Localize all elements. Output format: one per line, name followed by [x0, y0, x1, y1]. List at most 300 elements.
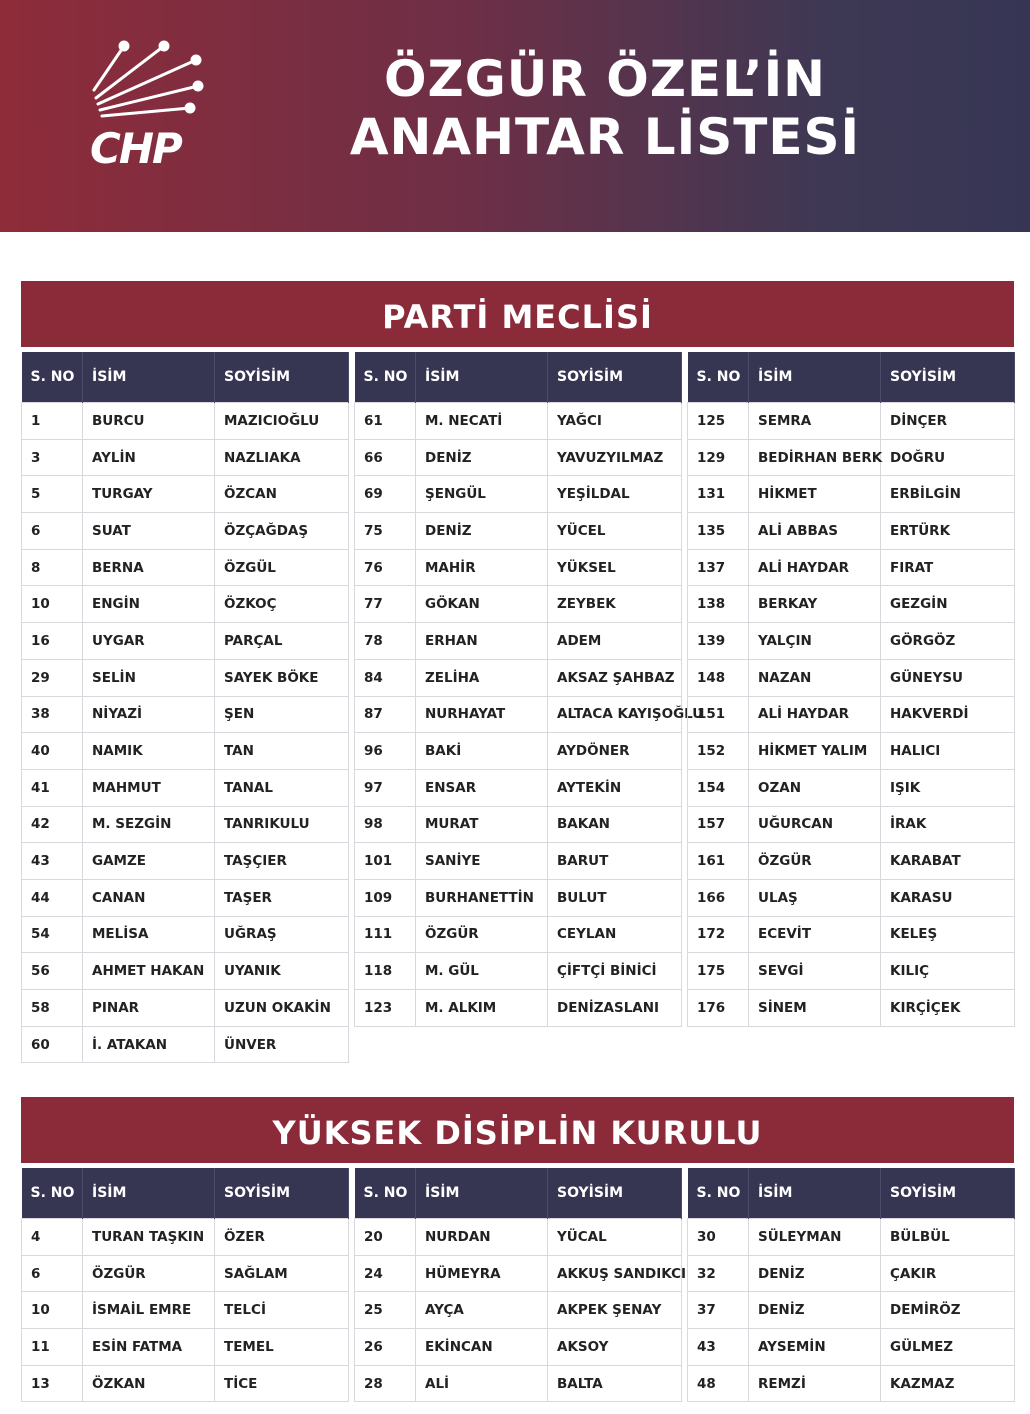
member-number: 131	[688, 476, 749, 513]
member-surname: DİNÇER	[881, 403, 1015, 440]
member-name: ALİ HAYDAR	[749, 696, 881, 733]
member-number: 16	[22, 623, 83, 660]
yuksek-disiplin-table-3	[687, 1168, 1014, 1402]
member-surname: ÖZCAN	[215, 476, 349, 513]
member-surname: SAĞLAM	[215, 1255, 349, 1292]
member-surname: TAŞÇIER	[215, 843, 349, 880]
table-row	[355, 403, 682, 440]
member-name: NAZAN	[749, 659, 881, 696]
member-name: MAHMUT	[83, 769, 215, 806]
section-title-yuksek-disiplin: YÜKSEK DİSİPLİN KURULU	[21, 1097, 1014, 1163]
member-surname: ÇİFTÇİ BİNİCİ	[548, 953, 682, 990]
member-name: ALİ	[416, 1365, 548, 1402]
member-number: 11	[22, 1329, 83, 1366]
member-surname: ÖZÇAĞDAŞ	[215, 513, 349, 550]
table-row	[22, 916, 349, 953]
member-name: MAHİR	[416, 549, 548, 586]
member-name: TURGAY	[83, 476, 215, 513]
table-row	[355, 879, 682, 916]
table-row	[22, 1292, 349, 1329]
member-name: ALİ HAYDAR	[749, 549, 881, 586]
column-header-no: S. NO	[355, 1168, 416, 1219]
member-number: 30	[688, 1219, 749, 1256]
member-surname: TEMEL	[215, 1329, 349, 1366]
table-row	[688, 916, 1015, 953]
member-surname: YÜKSEL	[548, 549, 682, 586]
member-name: M. ALKIM	[416, 990, 548, 1027]
column-header-surname: SOYİSİM	[881, 352, 1015, 403]
table-row	[688, 623, 1015, 660]
page-title-line-2: ANAHTAR LİSTESİ	[349, 108, 861, 166]
member-name: ÖZKAN	[83, 1365, 215, 1402]
table-row	[688, 733, 1015, 770]
member-name: GAMZE	[83, 843, 215, 880]
table-row	[22, 403, 349, 440]
table-row	[355, 806, 682, 843]
table-row	[688, 769, 1015, 806]
member-name: AYLİN	[83, 439, 215, 476]
table-row	[22, 953, 349, 990]
member-number: 48	[688, 1365, 749, 1402]
parti-meclisi-table-3	[687, 352, 1014, 1027]
member-surname: HAKVERDİ	[881, 696, 1015, 733]
column-header-name: İSİM	[416, 1168, 548, 1219]
member-surname: NAZLIAKA	[215, 439, 349, 476]
column-header-no: S. NO	[355, 352, 416, 403]
member-surname: TANRIKULU	[215, 806, 349, 843]
chp-logo-text: CHP	[90, 124, 181, 173]
member-surname: FIRAT	[881, 549, 1015, 586]
member-name: YALÇIN	[749, 623, 881, 660]
table-row	[22, 513, 349, 550]
table-row	[22, 549, 349, 586]
member-name: ZELİHA	[416, 659, 548, 696]
table-row	[355, 696, 682, 733]
member-surname: KIRÇİÇEK	[881, 990, 1015, 1027]
member-surname: BARUT	[548, 843, 682, 880]
member-name: ÖZGÜR	[83, 1255, 215, 1292]
member-surname: MAZICIOĞLU	[215, 403, 349, 440]
member-name: NİYAZİ	[83, 696, 215, 733]
column-header-name: İSİM	[749, 352, 881, 403]
member-surname: AYDÖNER	[548, 733, 682, 770]
table-header-row	[688, 1168, 1015, 1219]
table-row	[688, 439, 1015, 476]
column-header-no: S. NO	[22, 352, 83, 403]
member-surname: ZEYBEK	[548, 586, 682, 623]
table-row	[688, 1292, 1015, 1329]
member-number: 166	[688, 879, 749, 916]
member-number: 161	[688, 843, 749, 880]
table-header-row	[22, 352, 349, 403]
member-surname: TAŞER	[215, 879, 349, 916]
column-header-no: S. NO	[688, 352, 749, 403]
table-row	[688, 476, 1015, 513]
member-name: UĞURCAN	[749, 806, 881, 843]
member-number: 69	[355, 476, 416, 513]
member-name: REMZİ	[749, 1365, 881, 1402]
member-surname: TANAL	[215, 769, 349, 806]
member-surname: UZUN OKAKİN	[215, 990, 349, 1027]
member-number: 176	[688, 990, 749, 1027]
member-name: OZAN	[749, 769, 881, 806]
member-name: NURDAN	[416, 1219, 548, 1256]
member-number: 172	[688, 916, 749, 953]
member-name: BURHANETTİN	[416, 879, 548, 916]
page-title-line-1: ÖZGÜR ÖZEL’İN	[383, 50, 827, 108]
table-row	[355, 1329, 682, 1366]
table-row	[22, 733, 349, 770]
member-name: ENSAR	[416, 769, 548, 806]
member-surname: YAVUZYILMAZ	[548, 439, 682, 476]
member-surname: ÖZER	[215, 1219, 349, 1256]
member-name: SEVGİ	[749, 953, 881, 990]
member-number: 4	[22, 1219, 83, 1256]
table-row	[688, 990, 1015, 1027]
column-header-no: S. NO	[688, 1168, 749, 1219]
member-name: ULAŞ	[749, 879, 881, 916]
yuksek-disiplin-table-2	[354, 1168, 687, 1402]
member-name: SİNEM	[749, 990, 881, 1027]
member-name: M. GÜL	[416, 953, 548, 990]
member-number: 111	[355, 916, 416, 953]
member-name: TURAN TAŞKIN	[83, 1219, 215, 1256]
column-header-surname: SOYİSİM	[548, 1168, 682, 1219]
member-surname: BAKAN	[548, 806, 682, 843]
member-surname: ERBİLGİN	[881, 476, 1015, 513]
member-name: HÜMEYRA	[416, 1255, 548, 1292]
parti-meclisi-table-2	[354, 352, 704, 1027]
member-name: PINAR	[83, 990, 215, 1027]
member-number: 97	[355, 769, 416, 806]
table-row	[22, 843, 349, 880]
table-row	[22, 806, 349, 843]
member-name: BAKİ	[416, 733, 548, 770]
table-row	[22, 696, 349, 733]
member-name: SANİYE	[416, 843, 548, 880]
member-surname: GEZGİN	[881, 586, 1015, 623]
member-surname: UĞRAŞ	[215, 916, 349, 953]
member-surname: AKPEK ŞENAY	[548, 1292, 682, 1329]
column-header-name: İSİM	[83, 1168, 215, 1219]
member-number: 38	[22, 696, 83, 733]
member-name: MURAT	[416, 806, 548, 843]
member-name: M. NECATİ	[416, 403, 548, 440]
member-number: 40	[22, 733, 83, 770]
member-name: SUAT	[83, 513, 215, 550]
member-name: ECEVİT	[749, 916, 881, 953]
member-number: 78	[355, 623, 416, 660]
member-number: 152	[688, 733, 749, 770]
member-surname: AKKUŞ SANDIKCI	[548, 1255, 682, 1292]
parti-meclisi-table-1	[21, 352, 348, 1063]
table-row	[355, 1255, 682, 1292]
member-name: NURHAYAT	[416, 696, 548, 733]
member-surname: HALICI	[881, 733, 1015, 770]
column-header-name: İSİM	[749, 1168, 881, 1219]
member-number: 13	[22, 1365, 83, 1402]
member-number: 96	[355, 733, 416, 770]
member-number: 84	[355, 659, 416, 696]
table-row	[688, 1329, 1015, 1366]
member-surname: YÜCAL	[548, 1219, 682, 1256]
member-surname: ÖZKOÇ	[215, 586, 349, 623]
member-surname: DENİZASLANI	[548, 990, 682, 1027]
member-surname: BÜLBÜL	[881, 1219, 1015, 1256]
member-surname: ADEM	[548, 623, 682, 660]
member-surname: PARÇAL	[215, 623, 349, 660]
column-header-surname: SOYİSİM	[548, 352, 682, 403]
member-number: 6	[22, 1255, 83, 1292]
member-name: SEMRA	[749, 403, 881, 440]
column-header-no: S. NO	[22, 1168, 83, 1219]
member-surname: UYANIK	[215, 953, 349, 990]
column-header-surname: SOYİSİM	[215, 352, 349, 403]
table-row	[355, 990, 682, 1027]
table-row	[355, 733, 682, 770]
table-row	[22, 586, 349, 623]
member-name: ALİ ABBAS	[749, 513, 881, 550]
member-name: İSMAİL EMRE	[83, 1292, 215, 1329]
member-table	[21, 352, 349, 1063]
member-number: 32	[688, 1255, 749, 1292]
member-surname: ŞEN	[215, 696, 349, 733]
table-row	[355, 513, 682, 550]
member-name: HİKMET	[749, 476, 881, 513]
member-surname: KELEŞ	[881, 916, 1015, 953]
member-table	[687, 1168, 1015, 1402]
member-name: DENİZ	[749, 1255, 881, 1292]
member-number: 129	[688, 439, 749, 476]
member-number: 44	[22, 879, 83, 916]
table-row	[22, 439, 349, 476]
member-surname: ALTACA KAYIŞOĞLU	[548, 696, 682, 733]
member-surname: SAYEK BÖKE	[215, 659, 349, 696]
member-surname: KARABAT	[881, 843, 1015, 880]
table-row	[355, 953, 682, 990]
member-name: SELİN	[83, 659, 215, 696]
member-surname: İRAK	[881, 806, 1015, 843]
member-surname: AKSOY	[548, 1329, 682, 1366]
table-row	[688, 953, 1015, 990]
member-number: 8	[22, 549, 83, 586]
section-title-parti-meclisi: PARTİ MECLİSİ	[21, 281, 1014, 347]
table-row	[688, 403, 1015, 440]
table-row	[688, 1255, 1015, 1292]
table-row	[355, 549, 682, 586]
member-number: 24	[355, 1255, 416, 1292]
table-row	[355, 586, 682, 623]
member-number: 42	[22, 806, 83, 843]
member-surname: GÖRGÖZ	[881, 623, 1015, 660]
member-name: ENGİN	[83, 586, 215, 623]
member-name: DENİZ	[416, 439, 548, 476]
member-name: EKİNCAN	[416, 1329, 548, 1366]
member-number: 75	[355, 513, 416, 550]
table-row	[355, 769, 682, 806]
member-surname: IŞIK	[881, 769, 1015, 806]
member-name: ERHAN	[416, 623, 548, 660]
table-row	[688, 696, 1015, 733]
table-row	[355, 843, 682, 880]
member-surname: ÜNVER	[215, 1026, 349, 1063]
member-name: İ. ATAKAN	[83, 1026, 215, 1063]
member-surname: ERTÜRK	[881, 513, 1015, 550]
member-name: MELİSA	[83, 916, 215, 953]
member-table	[354, 352, 704, 1027]
member-name: BURCU	[83, 403, 215, 440]
member-number: 154	[688, 769, 749, 806]
table-row	[355, 1219, 682, 1256]
member-number: 43	[22, 843, 83, 880]
member-surname: ÇAKIR	[881, 1255, 1015, 1292]
member-number: 58	[22, 990, 83, 1027]
member-number: 61	[355, 403, 416, 440]
table-row	[22, 1329, 349, 1366]
member-name: ÖZGÜR	[416, 916, 548, 953]
member-name: DENİZ	[416, 513, 548, 550]
member-surname: DEMİRÖZ	[881, 1292, 1015, 1329]
member-number: 26	[355, 1329, 416, 1366]
member-name: M. SEZGİN	[83, 806, 215, 843]
member-number: 118	[355, 953, 416, 990]
member-name: NAMIK	[83, 733, 215, 770]
table-row	[688, 843, 1015, 880]
member-number: 135	[688, 513, 749, 550]
table-row	[688, 879, 1015, 916]
member-surname: CEYLAN	[548, 916, 682, 953]
member-number: 76	[355, 549, 416, 586]
member-number: 87	[355, 696, 416, 733]
member-name: AHMET HAKAN	[83, 953, 215, 990]
member-number: 37	[688, 1292, 749, 1329]
member-surname: KILIÇ	[881, 953, 1015, 990]
table-row	[22, 1255, 349, 1292]
yuksek-disiplin-table-1	[21, 1168, 348, 1402]
member-number: 5	[22, 476, 83, 513]
table-row	[688, 1365, 1015, 1402]
member-name: ÖZGÜR	[749, 843, 881, 880]
member-number: 157	[688, 806, 749, 843]
member-number: 101	[355, 843, 416, 880]
member-name: DENİZ	[749, 1292, 881, 1329]
member-surname: KARASU	[881, 879, 1015, 916]
table-row	[355, 659, 682, 696]
member-surname: AYTEKİN	[548, 769, 682, 806]
member-number: 43	[688, 1329, 749, 1366]
table-header-row	[355, 352, 682, 403]
member-surname: BALTA	[548, 1365, 682, 1402]
member-name: HİKMET YALIM	[749, 733, 881, 770]
member-number: 175	[688, 953, 749, 990]
member-number: 3	[22, 439, 83, 476]
table-row	[688, 586, 1015, 623]
member-surname: DOĞRU	[881, 439, 1015, 476]
table-row	[22, 879, 349, 916]
member-surname: GÜNEYSU	[881, 659, 1015, 696]
member-number: 109	[355, 879, 416, 916]
table-row	[355, 916, 682, 953]
column-header-surname: SOYİSİM	[215, 1168, 349, 1219]
table-row	[22, 990, 349, 1027]
table-row	[688, 549, 1015, 586]
member-name: BERNA	[83, 549, 215, 586]
member-surname: KAZMAZ	[881, 1365, 1015, 1402]
member-number: 20	[355, 1219, 416, 1256]
member-surname: TELCİ	[215, 1292, 349, 1329]
member-surname: YAĞCI	[548, 403, 682, 440]
table-header-row	[22, 1168, 349, 1219]
member-name: AYÇA	[416, 1292, 548, 1329]
table-row	[355, 1365, 682, 1402]
column-header-name: İSİM	[83, 352, 215, 403]
member-number: 28	[355, 1365, 416, 1402]
table-row	[355, 623, 682, 660]
page-title	[330, 50, 880, 166]
member-table	[687, 352, 1015, 1027]
member-name: CANAN	[83, 879, 215, 916]
table-row	[688, 659, 1015, 696]
header-banner	[0, 0, 1030, 232]
member-name: BEDİRHAN BERK	[749, 439, 881, 476]
member-surname: ÖZGÜL	[215, 549, 349, 586]
member-number: 60	[22, 1026, 83, 1063]
member-name: ESİN FATMA	[83, 1329, 215, 1366]
member-number: 10	[22, 586, 83, 623]
table-row	[688, 1219, 1015, 1256]
member-name: UYGAR	[83, 623, 215, 660]
table-row	[22, 769, 349, 806]
member-surname: YÜCEL	[548, 513, 682, 550]
table-row	[688, 806, 1015, 843]
member-number: 1	[22, 403, 83, 440]
member-number: 29	[22, 659, 83, 696]
table-row	[22, 659, 349, 696]
table-row	[22, 1365, 349, 1402]
member-name: BERKAY	[749, 586, 881, 623]
member-surname: AKSAZ ŞAHBAZ	[548, 659, 682, 696]
member-number: 54	[22, 916, 83, 953]
table-row	[355, 1292, 682, 1329]
column-header-name: İSİM	[416, 352, 548, 403]
column-header-surname: SOYİSİM	[881, 1168, 1015, 1219]
table-row	[355, 439, 682, 476]
member-number: 123	[355, 990, 416, 1027]
member-surname: BULUT	[548, 879, 682, 916]
member-number: 77	[355, 586, 416, 623]
member-surname: TİCE	[215, 1365, 349, 1402]
member-table	[21, 1168, 349, 1402]
member-number: 98	[355, 806, 416, 843]
member-number: 151	[688, 696, 749, 733]
table-row	[22, 1219, 349, 1256]
member-surname: YEŞİLDAL	[548, 476, 682, 513]
member-table	[354, 1168, 687, 1402]
member-name: SÜLEYMAN	[749, 1219, 881, 1256]
table-row	[22, 1026, 349, 1063]
table-row	[22, 476, 349, 513]
table-row	[355, 476, 682, 513]
member-surname: GÜLMEZ	[881, 1329, 1015, 1366]
member-number: 10	[22, 1292, 83, 1329]
member-name: AYSEMİN	[749, 1329, 881, 1366]
member-number: 25	[355, 1292, 416, 1329]
member-name: ŞENGÜL	[416, 476, 548, 513]
member-name: GÖKAN	[416, 586, 548, 623]
member-number: 148	[688, 659, 749, 696]
member-number: 139	[688, 623, 749, 660]
table-header-row	[355, 1168, 682, 1219]
